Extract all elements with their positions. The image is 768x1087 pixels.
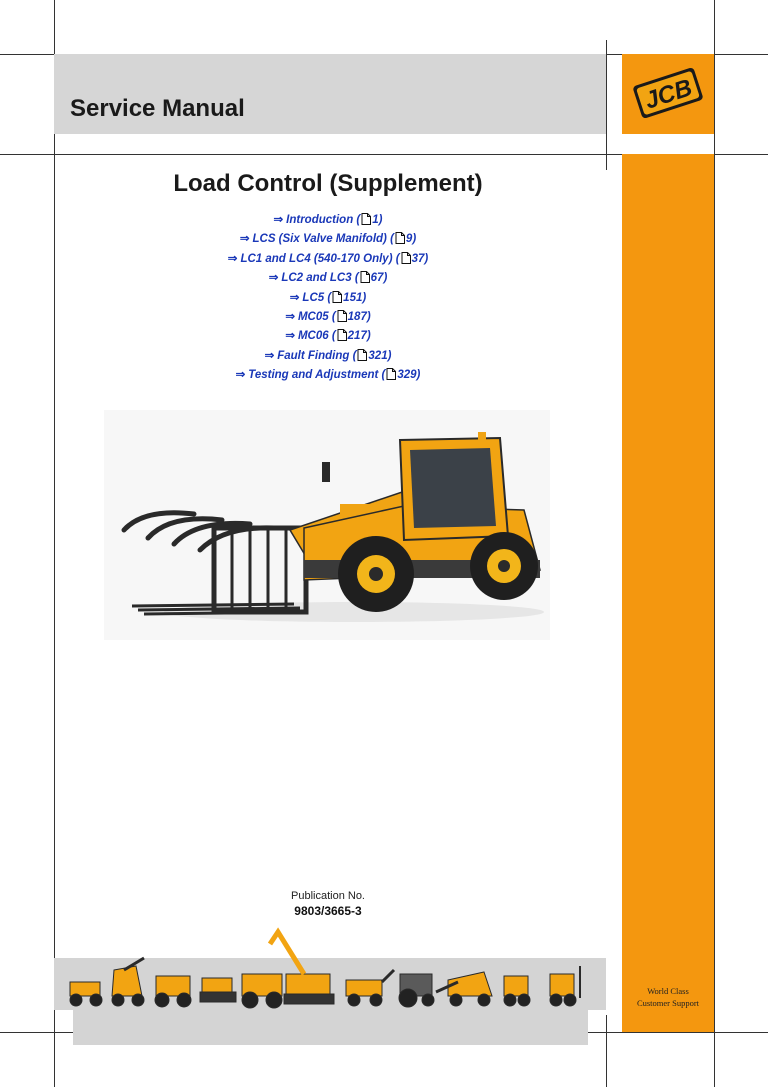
- customer-support-tagline: [622, 985, 714, 1009]
- page-icon: [360, 271, 370, 290]
- page-icon: [395, 232, 405, 251]
- table-of-contents: [0, 211, 656, 386]
- toc-page-number: 217): [347, 330, 371, 343]
- toc-label: MC06 (: [297, 330, 336, 343]
- toc-link[interactable]: [0, 211, 656, 230]
- footer-panel: [73, 1009, 588, 1045]
- toc-link[interactable]: [0, 366, 656, 385]
- arrow-right-icon: ⇒: [289, 291, 300, 304]
- toc-link[interactable]: [0, 347, 656, 366]
- toc-link[interactable]: [0, 269, 656, 288]
- toc-label: LC2 and LC3 (: [281, 272, 359, 285]
- toc-label: Testing and Adjustment (: [248, 369, 386, 382]
- toc-page-number: 321): [368, 349, 392, 362]
- page-title: Service Manual: [70, 95, 245, 122]
- arrow-right-icon: ⇒: [268, 272, 279, 285]
- toc-link[interactable]: [0, 230, 656, 249]
- publication-number: 9803/3665-3: [294, 904, 362, 918]
- toc-label: Introduction (: [286, 214, 361, 226]
- toc-page-number: 329): [397, 369, 421, 382]
- toc-link[interactable]: [0, 250, 656, 269]
- page-icon: [401, 252, 411, 271]
- arrow-right-icon: ⇒: [285, 330, 295, 343]
- crop-mark-right: [714, 0, 715, 1087]
- page-icon: [337, 329, 347, 348]
- arrow-right-icon: ⇒: [235, 369, 246, 382]
- toc-page-number: 151): [343, 291, 367, 304]
- toc-link[interactable]: [0, 308, 656, 327]
- publication-label: Publication No.: [291, 890, 365, 902]
- arrow-right-icon: ⇒: [227, 252, 238, 265]
- arrow-right-icon: ⇒: [273, 214, 284, 226]
- toc-label: LC1 and LC4 (540-170 Only) (: [240, 252, 400, 265]
- toc-link[interactable]: [0, 289, 656, 308]
- support-line-2: Customer Support: [636, 998, 700, 1008]
- jcb-logo: [630, 62, 706, 124]
- arrow-right-icon: ⇒: [239, 233, 250, 246]
- toc-label: Fault Finding (: [277, 349, 357, 362]
- arrow-right-icon: ⇒: [264, 349, 275, 362]
- toc-link[interactable]: [0, 327, 656, 346]
- jcb-machine-range-image: [64, 926, 604, 1010]
- crop-mark-mid: [606, 40, 607, 170]
- toc-label: MC05 (: [297, 310, 336, 323]
- toc-label: LCS (Six Valve Manifold) (: [252, 233, 394, 246]
- toc-label: LC5 (: [302, 291, 332, 304]
- crop-mark-mid-bottom: [606, 1015, 607, 1087]
- logo-text: JCB: [641, 74, 696, 115]
- document-title: Load Control (Supplement): [173, 170, 483, 197]
- crop-mark-left: [54, 0, 55, 1087]
- toc-page-number: 187): [347, 310, 371, 323]
- toc-page-number: 37): [411, 252, 429, 265]
- support-line-1: World Class: [647, 986, 689, 996]
- arrow-right-icon: ⇒: [285, 310, 295, 323]
- page-icon: [386, 368, 396, 387]
- toc-page-number: 1): [372, 214, 383, 226]
- toc-page-number: 9): [405, 233, 417, 246]
- telehandler-with-grab-fork-image: [104, 410, 550, 640]
- toc-page-number: 67): [370, 272, 388, 285]
